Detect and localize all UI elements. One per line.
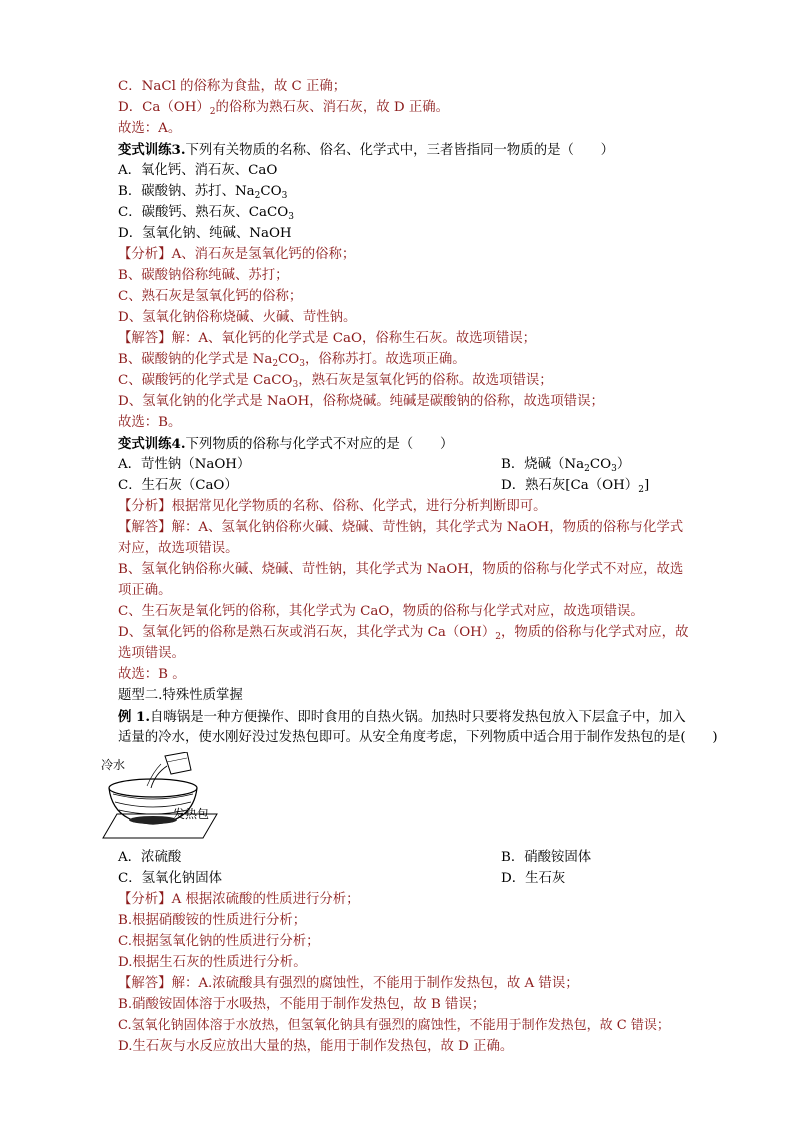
answer-line: 【解答】解：A.浓硫酸具有强烈的腐蚀性，不能用于制作发热包，故 A 错误； [118, 976, 579, 991]
analysis-line: C.根据氢氧化钠的性质进行分析； [118, 934, 320, 949]
answer-line: 选项错误。 [118, 646, 185, 661]
option-d: D．氢氧化钠、纯碱、NaOH [118, 226, 292, 241]
question-text: 适量的冷水，使水刚好没过发热包即可。从安全角度考虑，下列物质中适合用于制作发热包的是( ) [118, 730, 718, 745]
text-line: D．$Ca(OH)_2$的俗称为熟石灰、消石灰，故 D 正确。 [118, 100, 450, 117]
text-line: C．NaCl 的俗称为食盐，故 C 正确； [118, 79, 347, 94]
option-b: B．碳酸钠、苏打、$Na_2CO_3$ [118, 184, 288, 201]
question-heading: 变式训练4.下列物质的俗称与化学式不对应的是（ ） [118, 436, 454, 452]
question-heading: 例 1.自嗨锅是一种方便操作、即时食用的自热火锅。加热时只要将发热包放入下层盒子中，加入 [118, 709, 686, 725]
answer-line: D.生石灰与水反应放出大量的热，能用于制作发热包，故 D 正确。 [118, 1039, 514, 1054]
answer-line: D、氢氧化钠的化学式是 NaOH，俗称烧碱。纯碱是碳酸钠的俗称，故选项错误； [118, 394, 604, 409]
analysis-line: C、熟石灰是氢氧化钙的俗称； [118, 289, 303, 304]
section-heading: 题型二.特殊性质掌握 [118, 688, 243, 703]
answer-line: 【解答】解：A、氢氧化钠俗称火碱、烧碱、苛性钠，其化学式为 NaOH，物质的俗称与化学式 [118, 520, 684, 535]
answer-line: B、碳酸钠的化学式是 $Na_2CO_3$，俗称苏打。故选项正确。 [118, 352, 466, 369]
answer-line: C、生石灰是氧化钙的俗称，其化学式为 CaO，物质的俗称与化学式对应，故选项错误。 [118, 604, 644, 619]
option-a: A．氧化钙、消石灰、CaO [118, 163, 278, 178]
question-heading: 变式训练3.下列有关物质的名称、俗名、化学式中，三者皆指同一物质的是（ ） [118, 142, 615, 158]
answer-line: B.硝酸铵固体溶于水吸热，不能用于制作发热包，故 B 错误； [118, 997, 486, 1012]
answer-line: 故选：B。 [118, 415, 182, 430]
answer-line: B、氢氧化钠俗称火碱、烧碱、苛性钠，其化学式为 NaOH，物质的俗称与化学式不对应，故选 [118, 562, 684, 577]
answer-line: 故选：B 。 [118, 667, 186, 682]
option-row: A．苛性钠（NaOH） B．烧碱$(Na_2CO_3)$ [118, 457, 631, 474]
option-row: A．浓硫酸 B．硝酸铵固体 [118, 850, 592, 865]
analysis-line: B.根据硝酸铵的性质进行分析； [118, 913, 307, 928]
option-row: C．氢氧化钠固体 D．生石灰 [118, 871, 566, 886]
analysis-line: 【分析】A 根据浓硫酸的性质进行分析； [118, 892, 360, 907]
answer-line: 对应，故选项错误。 [118, 541, 239, 556]
heating-pack-label: 发热包 [173, 807, 210, 821]
cold-water-label: 冷水 [101, 758, 126, 772]
analysis-line: D.根据生石灰的性质进行分析。 [118, 955, 307, 970]
answer-line: D、氢氧化钙的俗称是熟石灰或消石灰，其化学式为 $Ca(OH)_2$，物质的俗称与化学式对应，故 [118, 625, 689, 642]
answer-line: 【解答】解：A、氧化钙的化学式是 CaO，俗称生石灰。故选项错误； [118, 331, 537, 346]
option-c: C．碳酸钙、熟石灰、CaCO$_3$ [118, 205, 294, 222]
answer-line: C、碳酸钙的化学式是 CaCO$_3$，熟石灰是氢氧化钙的俗称。故选项错误； [118, 373, 553, 390]
answer-line: 项正确。 [118, 583, 172, 598]
self-heating-pot-figure [95, 752, 225, 844]
text-line: 故选：A。 [118, 121, 182, 136]
analysis-line: 【分析】根据常见化学物质的名称、俗称、化学式，进行分析判断即可。 [118, 499, 547, 514]
analysis-line: B、碳酸钠俗称纯碱、苏打； [118, 268, 289, 283]
analysis-line: D、氢氧化钠俗称烧碱、火碱、苛性钠。 [118, 310, 357, 325]
analysis-line: 【分析】A、消石灰是氢氧化钙的俗称； [118, 247, 356, 262]
answer-line: C.氢氧化钠固体溶于水放热，但氢氧化钠具有强烈的腐蚀性，不能用于制作发热包，故 C 错误； [118, 1018, 670, 1033]
option-row: C．生石灰（CaO） D．熟石灰$[Ca(OH)_2]$ [118, 478, 650, 495]
